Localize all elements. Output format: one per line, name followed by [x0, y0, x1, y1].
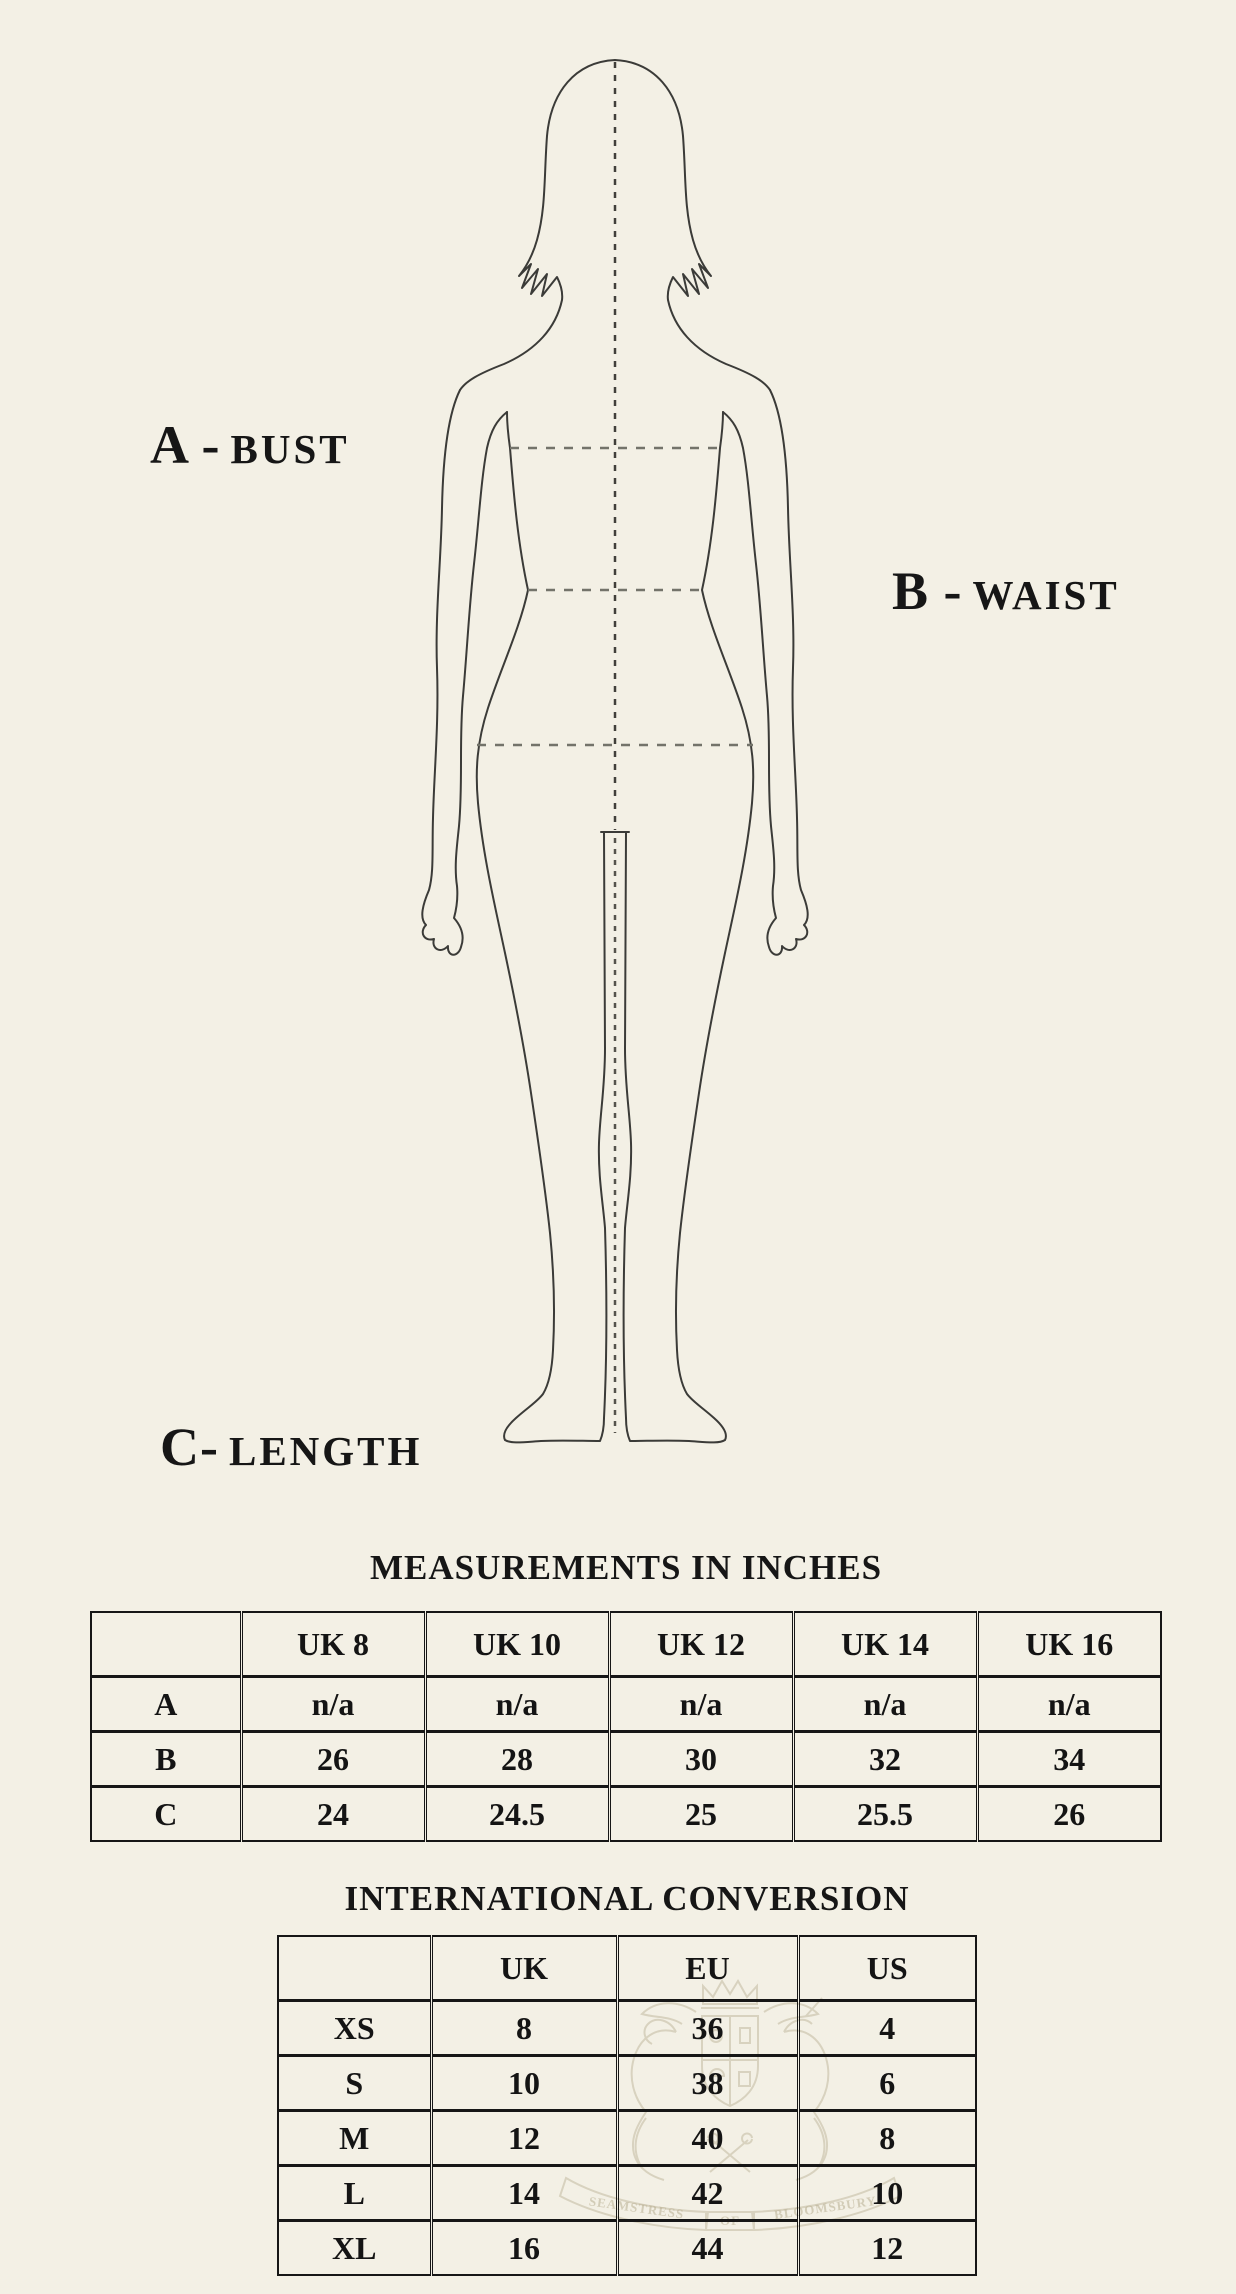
cell: 12	[798, 2221, 976, 2276]
cell: 12	[431, 2111, 617, 2166]
cell: 38	[617, 2056, 798, 2111]
bust-word: BUST	[230, 426, 350, 472]
bust-label	[150, 414, 350, 476]
ribbon-text-center: OF	[719, 2213, 741, 2228]
row-label: M	[339, 2119, 370, 2156]
table-row-m	[278, 2111, 976, 2166]
cell: n/a	[241, 1677, 425, 1732]
cell: 8	[431, 2001, 617, 2056]
cell: 24	[241, 1787, 425, 1842]
column-header-uk10: UK 10	[425, 1612, 609, 1677]
cell: 26	[241, 1732, 425, 1787]
conversion-table	[277, 1935, 977, 2276]
row-label: B	[155, 1740, 177, 1777]
cell: n/a	[793, 1677, 977, 1732]
torso-right-leg-outline	[626, 412, 753, 1442]
table-row-b	[91, 1732, 1161, 1787]
length-label	[160, 1416, 422, 1478]
table-row-c	[91, 1787, 1161, 1842]
cell: 4	[798, 2001, 976, 2056]
table-row-xs	[278, 2001, 976, 2056]
corner-cell	[278, 1936, 431, 2001]
cell: 25	[609, 1787, 793, 1842]
waist-label	[892, 560, 1120, 622]
bust-letter: A -	[150, 415, 221, 475]
row-label: A	[154, 1685, 178, 1722]
cell: 30	[609, 1732, 793, 1787]
cell: 42	[617, 2166, 798, 2221]
body-outline-figure	[305, 28, 930, 1445]
table-row-xl	[278, 2221, 976, 2276]
cell: 34	[977, 1732, 1161, 1787]
column-header-uk8: UK 8	[241, 1612, 425, 1677]
row-label: XS	[333, 2009, 375, 2046]
waist-letter: B -	[892, 561, 963, 621]
table-row-s	[278, 2056, 976, 2111]
table-row-a	[91, 1677, 1161, 1732]
cell: 14	[431, 2166, 617, 2221]
cell: 10	[431, 2056, 617, 2111]
cell: 40	[617, 2111, 798, 2166]
cell: 10	[798, 2166, 976, 2221]
cell: 28	[425, 1732, 609, 1787]
cell: n/a	[609, 1677, 793, 1732]
cell: 44	[617, 2221, 798, 2276]
column-header-uk12: UK 12	[609, 1612, 793, 1677]
cell: 25.5	[793, 1787, 977, 1842]
cell: 36	[617, 2001, 798, 2056]
conversion-title: INTERNATIONAL CONVERSION	[344, 1879, 910, 1918]
column-header-eu: EU	[617, 1936, 798, 2001]
cell: n/a	[977, 1677, 1161, 1732]
cell: 26	[977, 1787, 1161, 1842]
measurements-title: MEASUREMENTS IN INCHES	[369, 1548, 883, 1587]
column-header-us: US	[798, 1936, 976, 2001]
cell: n/a	[425, 1677, 609, 1732]
column-header-uk: UK	[431, 1936, 617, 2001]
row-label: S	[345, 2064, 364, 2101]
length-letter: C-	[160, 1417, 219, 1477]
cell: 6	[798, 2056, 976, 2111]
table-row-l	[278, 2166, 976, 2221]
torso-left-leg-outline	[477, 412, 604, 1442]
measurements-header-row	[91, 1612, 1161, 1677]
row-label: L	[343, 2174, 365, 2211]
row-label: XL	[332, 2229, 377, 2266]
length-word: LENGTH	[228, 1428, 423, 1474]
conversion-header-row	[278, 1936, 976, 2001]
row-label: C	[154, 1795, 178, 1832]
waist-word: WAIST	[972, 572, 1120, 618]
column-header-uk14: UK 14	[793, 1612, 977, 1677]
cell: 24.5	[425, 1787, 609, 1842]
cell: 8	[798, 2111, 976, 2166]
ribbon-text-right: BLOOMSBURY	[773, 2192, 878, 2223]
column-header-uk16: UK 16	[977, 1612, 1161, 1677]
cell: 32	[793, 1732, 977, 1787]
ribbon-text-left: SEAMSTRESS	[588, 2193, 686, 2222]
left-arm-outline	[422, 390, 507, 955]
measurements-table	[90, 1611, 1162, 1842]
cell: 16	[431, 2221, 617, 2276]
right-arm-outline	[723, 390, 808, 955]
corner-cell	[91, 1612, 241, 1677]
